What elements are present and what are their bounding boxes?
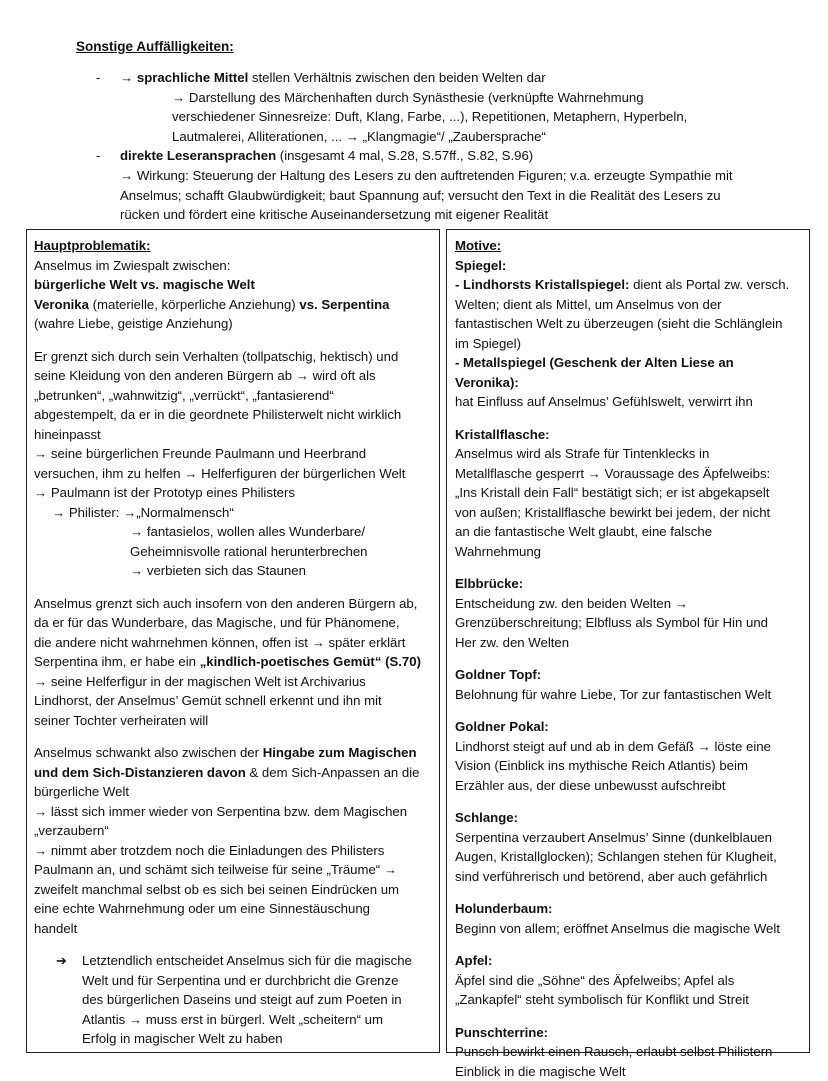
text-line: Grenzüberschreitung; Elbfluss als Symbol für Hin und — [455, 613, 801, 633]
text-line: Lindhorst steigt auf und ab in dem Gefäß → löste eine — [455, 737, 801, 757]
text-line: Letztendlich entscheidet Anselmus sich für die magische — [82, 951, 432, 971]
text: (materielle, körperliche Anziehung) — [89, 297, 299, 312]
text-line: (wahre Liebe, geistige Anziehung) — [34, 314, 432, 334]
page-title: Sonstige Auffälligkeiten: — [76, 39, 234, 54]
text-line: Geheimnisvolle rational herunterbrechen — [34, 542, 432, 562]
motif-heading: Punschterrine: — [455, 1023, 801, 1043]
bold-term: Hingabe zum Magischen — [263, 745, 417, 760]
text-line: Serpentina verzaubert Anselmus’ Sinne (dunkelblauen — [455, 828, 801, 848]
text: Anselmus schwankt also zwischen der — [34, 745, 263, 760]
text-line: → nimmt aber trotzdem noch die Einladungen des Philisters — [34, 841, 432, 861]
sub-lines — [96, 166, 796, 225]
text: & dem Sich-Anpassen an die — [246, 765, 420, 780]
text-line: Anselmus wird als Strafe für Tintenklecks in — [455, 444, 801, 464]
text-line: → lässt sich immer wieder von Serpentina bzw. dem Magischen — [34, 802, 432, 822]
text-line: Belohnung für wahre Liebe, Tor zur fantastischen Welt — [455, 685, 801, 705]
text-line: Erzähler aus, der diese unbewusst aufschreibt — [455, 776, 801, 796]
text-line: hineinpasst — [34, 425, 432, 445]
conclusion-item — [34, 951, 432, 1049]
text-line: Punsch bewirkt einen Rausch, erlaubt selbst Philistern — [455, 1042, 801, 1062]
motifs-box — [446, 229, 810, 1053]
text-line: → seine Helferfigur in der magischen Welt ist Archivarius — [34, 672, 432, 692]
text-line: Anselmus im Zwiespalt zwischen: — [34, 256, 432, 276]
bold-term: „kindlich-poetisches Gemüt“ (S.70) — [200, 654, 421, 669]
bullet-dash: - — [96, 146, 100, 166]
section-heading: Motive: — [455, 236, 801, 256]
motif-heading: Apfel: — [455, 951, 801, 971]
text-line: Paulmann an, und schämt sich teilweise für seine „Träume“ → — [34, 860, 432, 880]
text-line: bürgerliche Welt — [34, 782, 432, 802]
motif-heading: Schlange: — [455, 808, 801, 828]
bold-term: bürgerliche Welt vs. magische Welt — [34, 277, 255, 292]
bold-term: und dem Sich-Distanzieren davon — [34, 765, 246, 780]
text-line — [34, 763, 432, 783]
text-line: abgestempelt, da er in die geordnete Philisterwelt nicht wirklich — [34, 405, 432, 425]
text-line: seiner Tochter verheiraten will — [34, 711, 432, 731]
text-line: da er für das Wunderbare, das Magische, und für Phänomene, — [34, 613, 432, 633]
text-line — [34, 652, 432, 672]
text-line: zweifelt manchmal selbst ob es sich bei seinen Eindrücken um — [34, 880, 432, 900]
bold-term: direkte Leseransprachen — [120, 148, 276, 163]
motif-heading: Elbbrücke: — [455, 574, 801, 594]
text-line: Beginn von allem; eröffnet Anselmus die magische Welt — [455, 919, 801, 939]
bold-term: vs. Serpentina — [299, 297, 389, 312]
bold-term: - Lindhorsts Kristallspiegel: — [455, 277, 629, 292]
text-line: verschiedener Sinnesreize: Duft, Klang, Farbe, ...), Repetitionen, Metaphern, Hyperbeln, — [172, 107, 796, 127]
list-item — [96, 146, 796, 166]
text-line: an die fantastische Welt glaubt, eine falsche — [455, 522, 801, 542]
text-line: handelt — [34, 919, 432, 939]
text-line: Welten; dient als Mittel, um Anselmus von der — [455, 295, 801, 315]
text-line: → Darstellung des Märchenhaften durch Synästhesie (verknüpfte Wahrnehmung — [172, 88, 796, 108]
text-line — [34, 743, 432, 763]
bold-term: sprachliche Mittel — [137, 70, 248, 85]
text-line: versuchen, ihm zu helfen → Helferfiguren der bürgerlichen Welt — [34, 464, 432, 484]
text-line: → Wirkung: Steuerung der Haltung des Lesers zu den auftretenden Figuren; v.a. erzeugte Sympathie mit — [120, 166, 796, 186]
bold-term: Veronika — [34, 297, 89, 312]
text-line: Metallflasche gesperrt → Voraussage des Äpfelweibs: — [455, 464, 801, 484]
bullet-dash: - — [96, 68, 100, 88]
text-line: Anselmus; schafft Glaubwürdigkeit; baut Spannung auf; versucht den Text in die Realität des Lesers zu — [120, 186, 796, 206]
text-line — [34, 275, 432, 295]
text-line: Wahrnehmung — [455, 542, 801, 562]
section-heading: Hauptproblematik: — [34, 236, 432, 256]
text-line: Entscheidung zw. den beiden Welten → — [455, 594, 801, 614]
text-line: → Paulmann ist der Prototyp eines Philisters — [34, 483, 432, 503]
sub-lines — [96, 88, 796, 147]
bold-term: - Metallspiegel (Geschenk der Alten Liese an Veronika): — [455, 355, 734, 390]
text-line: seine Kleidung von den anderen Bürgern ab → wird oft als — [34, 366, 432, 386]
text-line: von außen; Kristallflasche bewirkt bei jedem, der nicht — [455, 503, 801, 523]
text-line: „Ins Kristall dein Fall“ bestätigt sich; er ist abgekapselt — [455, 483, 801, 503]
text-line: die andere nicht wahrnehmen können, offen ist → später erklärt — [34, 633, 432, 653]
text-line: Erfolg in magischer Welt zu haben — [82, 1029, 432, 1049]
text-line: Er grenzt sich durch sein Verhalten (tollpatschig, hektisch) und — [34, 347, 432, 367]
text-line: Einblick in die magische Welt — [455, 1062, 801, 1081]
motif-heading: Goldner Topf: — [455, 665, 801, 685]
text-line: → Philister: →„Normalmensch“ — [34, 503, 432, 523]
text-line — [455, 353, 801, 392]
text-line: Lautmalerei, Alliterationen, ... → „Klangmagie“/ „Zaubersprache“ — [172, 127, 796, 147]
text-line: Anselmus grenzt sich auch insofern von den anderen Bürgern ab, — [34, 594, 432, 614]
arrow-bullet-icon: ➔ — [56, 951, 67, 971]
text-line: hat Einfluss auf Anselmus’ Gefühlswelt, verwirrt ihn — [455, 392, 801, 412]
text-line: des bürgerlichen Daseins und steigt auf zum Poeten in — [82, 990, 432, 1010]
text: (insgesamt 4 mal, S.28, S.57ff., S.82, S.96) — [276, 148, 533, 163]
motif-heading: Kristallflasche: — [455, 425, 801, 445]
text-line: Lindhorst, der Anselmus’ Gemüt schnell erkennt und ihn mit — [34, 691, 432, 711]
main-problem-box — [26, 229, 440, 1053]
text-line — [455, 275, 801, 295]
text-line: → verbieten sich das Staunen — [34, 561, 432, 581]
text-line: im Spiegel) — [455, 334, 801, 354]
text-line: Her zw. den Welten — [455, 633, 801, 653]
text-line: Augen, Kristallglocken); Schlangen stehen für Klugheit, — [455, 847, 801, 867]
text-line: sind verführerisch und betörend, aber auch gefährlich — [455, 867, 801, 887]
text-line: „betrunken“, „wahnwitzig“, „verrückt“, „fantasierend“ — [34, 386, 432, 406]
motif-heading: Holunderbaum: — [455, 899, 801, 919]
text-line — [34, 295, 432, 315]
arrow: → — [120, 70, 137, 85]
motif-heading: Spiegel: — [455, 256, 801, 276]
text: dient als Portal zw. versch. — [629, 277, 789, 292]
text-line: → fantasielos, wollen alles Wunderbare/ — [34, 522, 432, 542]
text-line: Atlantis → muss erst in bürgerl. Welt „scheitern“ um — [82, 1010, 432, 1030]
text-line: Welt und für Serpentina und er durchbricht die Grenze — [82, 971, 432, 991]
text-line: fantastischen Welt zu überzeugen (sieht die Schlänglein — [455, 314, 801, 334]
top-section — [96, 68, 796, 225]
text: Serpentina ihm, er habe ein — [34, 654, 200, 669]
text: stellen Verhältnis zwischen den beiden Welten dar — [248, 70, 545, 85]
text-line: „verzaubern“ — [34, 821, 432, 841]
text-line: Äpfel sind die „Söhne“ des Äpfelweibs; Apfel als — [455, 971, 801, 991]
motif-heading: Goldner Pokal: — [455, 717, 801, 737]
text-line: Vision (Einblick ins mythische Reich Atlantis) beim — [455, 756, 801, 776]
list-item — [96, 68, 796, 88]
text-line: eine echte Wahrnehmung oder um eine Sinnestäuschung — [34, 899, 432, 919]
text-line: → seine bürgerlichen Freunde Paulmann und Heerbrand — [34, 444, 432, 464]
text-line: „Zankapfel“ steht symbolisch für Konflikt und Streit — [455, 990, 801, 1010]
text-line: rücken und fördert eine kritische Auseinandersetzung mit eigener Realität — [120, 205, 796, 225]
